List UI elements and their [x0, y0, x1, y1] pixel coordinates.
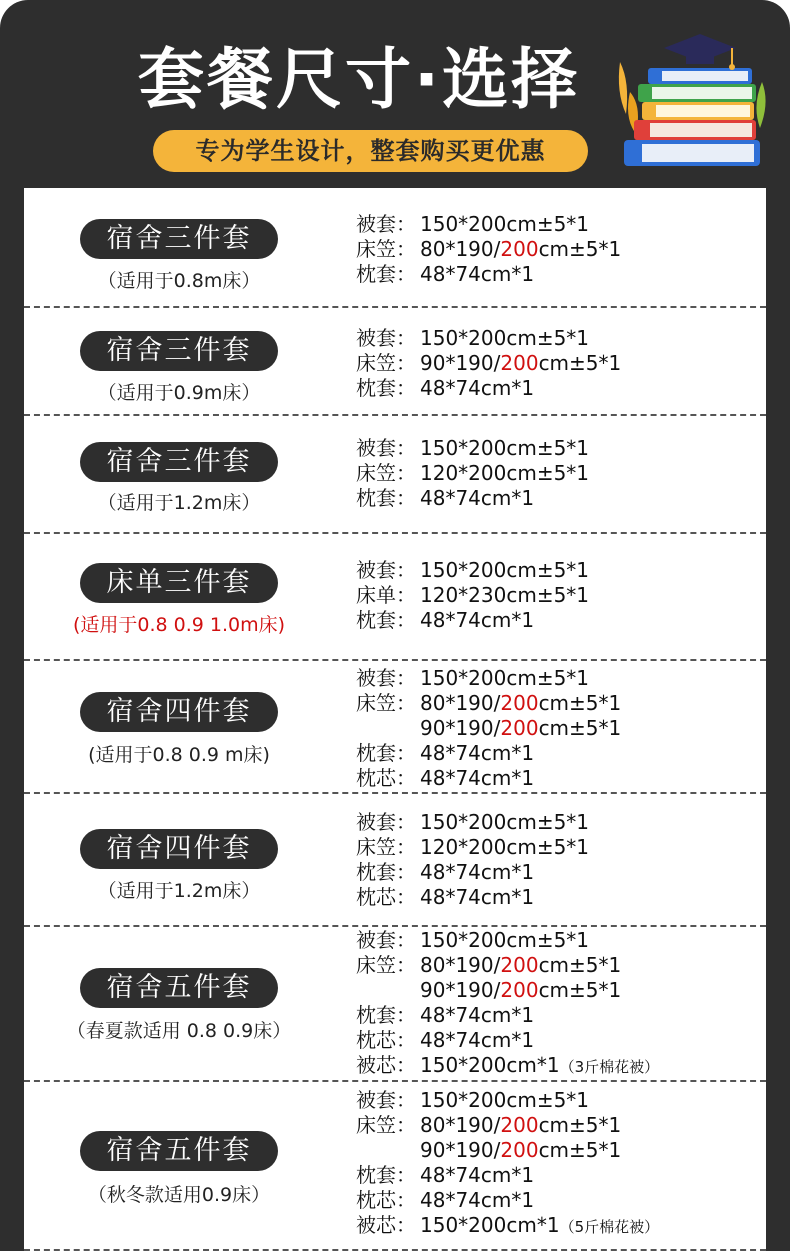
package-row [24, 416, 766, 534]
spec-size-tail: cm±5*1 [538, 237, 622, 261]
spec-line [356, 928, 659, 953]
spec-label: 床笠： [356, 351, 416, 375]
spec-label: 被套： [356, 666, 416, 690]
spec-size: 150*200cm±5*1 [420, 558, 590, 582]
stacked-books-icon [612, 22, 772, 182]
spec-size: 90*190/ [420, 978, 501, 1002]
spec-label: 枕芯： [356, 1028, 416, 1052]
spec-size-highlight: 200 [500, 691, 539, 715]
spec-label: 床笠： [356, 835, 416, 859]
package-bed-note: (适用于0.8 0.9 1.0m床) [72, 614, 286, 636]
spec-line [356, 835, 589, 860]
spec-line [356, 860, 589, 885]
package-row [24, 188, 766, 308]
spec-line [356, 1138, 659, 1163]
package-row [24, 1082, 766, 1251]
spec-line [356, 376, 621, 401]
spec-size: 150*200cm±5*1 [420, 212, 590, 236]
spec-label: 床单： [356, 583, 416, 607]
spec-size: 90*190/ [420, 716, 501, 740]
spec-size: 90*190/ [420, 1138, 501, 1162]
spec-size: 80*190/ [420, 953, 501, 977]
spec-size-tail: cm±5*1 [538, 716, 622, 740]
spec-line [356, 716, 621, 741]
spec-size-highlight: 200 [500, 237, 539, 261]
package-bed-note: (适用于0.8 0.9 m床) [88, 744, 270, 766]
package-row [24, 661, 766, 794]
spec-line [356, 262, 621, 287]
spec-label: 被芯： [356, 1053, 416, 1077]
spec-label: 被套： [356, 212, 416, 236]
package-name-badge: 宿舍三件套 [80, 442, 278, 482]
package-spec-list [356, 1088, 659, 1238]
spec-line [356, 608, 589, 633]
package-table [24, 188, 766, 1251]
spec-size: 80*190/ [420, 1113, 501, 1137]
spec-line [356, 583, 589, 608]
spec-size-highlight: 200 [500, 1138, 539, 1162]
spec-size: 48*74cm*1 [420, 608, 535, 632]
spec-size-tail: cm±5*1 [538, 351, 622, 375]
package-row [24, 534, 766, 661]
spec-size: 150*200cm±5*1 [420, 326, 590, 350]
spec-size: 90*190/ [420, 351, 501, 375]
package-bed-note: （适用于0.8m床） [97, 270, 261, 292]
spec-size: 48*74cm*1 [420, 1163, 535, 1187]
spec-line [356, 237, 621, 262]
spec-label: 被芯： [356, 1213, 416, 1237]
package-bed-note: （适用于0.9m床） [97, 382, 261, 404]
spec-line [356, 1003, 659, 1028]
spec-size-tail: cm±5*1 [538, 691, 622, 715]
spec-line [356, 885, 589, 910]
spec-line [356, 1028, 659, 1053]
spec-size-highlight: 200 [500, 1113, 539, 1137]
spec-label: 床笠： [356, 953, 416, 977]
package-name-badge: 宿舍五件套 [80, 1131, 278, 1171]
spec-size-tail: cm±5*1 [538, 953, 622, 977]
package-name-badge: 宿舍五件套 [80, 968, 278, 1008]
spec-label: 枕芯： [356, 885, 416, 909]
spec-line [356, 766, 621, 791]
spec-line [356, 326, 621, 351]
package-spec-list [356, 212, 621, 287]
package-spec-list [356, 436, 589, 511]
spec-size: 48*74cm*1 [420, 486, 535, 510]
package-spec-list [356, 666, 621, 791]
spec-size-highlight: 200 [500, 953, 539, 977]
spec-size: 150*200cm±5*1 [420, 666, 590, 690]
package-row [24, 308, 766, 416]
spec-label: 枕芯： [356, 1188, 416, 1212]
spec-line [356, 741, 621, 766]
spec-size: 48*74cm*1 [420, 885, 535, 909]
package-spec-list [356, 558, 589, 633]
spec-size: 120*200cm±5*1 [420, 835, 590, 859]
spec-line [356, 351, 621, 376]
spec-size-highlight: 200 [500, 978, 539, 1002]
package-name-badge: 宿舍四件套 [80, 829, 278, 869]
spec-label: 枕套： [356, 608, 416, 632]
spec-line [356, 666, 621, 691]
spec-line [356, 1053, 659, 1078]
spec-label: 被套： [356, 1088, 416, 1112]
package-name-badge: 床单三件套 [80, 563, 278, 603]
spec-filling-note: （5斤棉花被） [559, 1218, 660, 1236]
spec-line [356, 953, 659, 978]
page-title: 套餐尺寸·选择 [138, 41, 581, 118]
spec-size: 150*200cm*1 [420, 1053, 560, 1077]
spec-size: 48*74cm*1 [420, 376, 535, 400]
spec-label: 床笠： [356, 461, 416, 485]
package-row [24, 794, 766, 927]
spec-line [356, 1088, 659, 1113]
spec-label: 被套： [356, 558, 416, 582]
spec-line [356, 691, 621, 716]
spec-size-tail: cm±5*1 [538, 978, 622, 1002]
spec-label: 被套： [356, 436, 416, 460]
spec-line [356, 486, 589, 511]
spec-size: 80*190/ [420, 237, 501, 261]
spec-label: 枕芯： [356, 766, 416, 790]
spec-size: 48*74cm*1 [420, 262, 535, 286]
package-bed-note: （适用于1.2m床） [97, 492, 261, 514]
spec-label: 枕套： [356, 860, 416, 884]
spec-label: 枕套： [356, 1003, 416, 1027]
spec-size: 120*200cm±5*1 [420, 461, 590, 485]
spec-size-highlight: 200 [500, 716, 539, 740]
spec-size-highlight: 200 [500, 351, 539, 375]
spec-filling-note: （3斤棉花被） [559, 1058, 660, 1076]
spec-line [356, 1188, 659, 1213]
package-bed-note: （秋冬款适用0.9床） [87, 1184, 271, 1206]
spec-size: 48*74cm*1 [420, 1188, 535, 1212]
spec-line [356, 461, 589, 486]
spec-size: 150*200cm*1 [420, 1213, 560, 1237]
spec-size: 48*74cm*1 [420, 1028, 535, 1052]
package-spec-list [356, 326, 621, 401]
package-name-badge: 宿舍四件套 [80, 692, 278, 732]
spec-label: 床笠： [356, 1113, 416, 1137]
spec-line [356, 1113, 659, 1138]
spec-size: 48*74cm*1 [420, 741, 535, 765]
spec-line [356, 1163, 659, 1188]
spec-label: 枕套： [356, 262, 416, 286]
spec-label: 床笠： [356, 237, 416, 261]
spec-size-tail: cm±5*1 [538, 1113, 622, 1137]
spec-label: 枕套： [356, 741, 416, 765]
spec-line [356, 436, 589, 461]
spec-label: 床笠： [356, 691, 416, 715]
package-name-badge: 宿舍三件套 [80, 331, 278, 371]
spec-label: 被套： [356, 326, 416, 350]
spec-size: 150*200cm±5*1 [420, 928, 590, 952]
spec-label: 枕套： [356, 1163, 416, 1187]
spec-label: 被套： [356, 810, 416, 834]
package-bed-note: （适用于1.2m床） [97, 880, 261, 902]
spec-line [356, 810, 589, 835]
package-spec-list [356, 928, 659, 1078]
spec-size: 80*190/ [420, 691, 501, 715]
spec-size-tail: cm±5*1 [538, 1138, 622, 1162]
package-bed-note: （春夏款适用 0.8 0.9床） [66, 1020, 292, 1042]
spec-label: 被套： [356, 928, 416, 952]
subtitle-banner: 专为学生设计，整套购买更优惠 [153, 130, 588, 172]
package-spec-list [356, 810, 589, 910]
package-row [24, 927, 766, 1082]
spec-line [356, 212, 621, 237]
spec-size: 150*200cm±5*1 [420, 1088, 590, 1112]
spec-size: 120*230cm±5*1 [420, 583, 590, 607]
spec-size: 150*200cm±5*1 [420, 810, 590, 834]
spec-size: 48*74cm*1 [420, 1003, 535, 1027]
spec-size: 48*74cm*1 [420, 766, 535, 790]
spec-size: 48*74cm*1 [420, 860, 535, 884]
package-name-badge: 宿舍三件套 [80, 219, 278, 259]
spec-line [356, 978, 659, 1003]
spec-line [356, 558, 589, 583]
spec-label: 枕套： [356, 376, 416, 400]
spec-line [356, 1213, 659, 1238]
spec-label: 枕套： [356, 486, 416, 510]
spec-size: 150*200cm±5*1 [420, 436, 590, 460]
